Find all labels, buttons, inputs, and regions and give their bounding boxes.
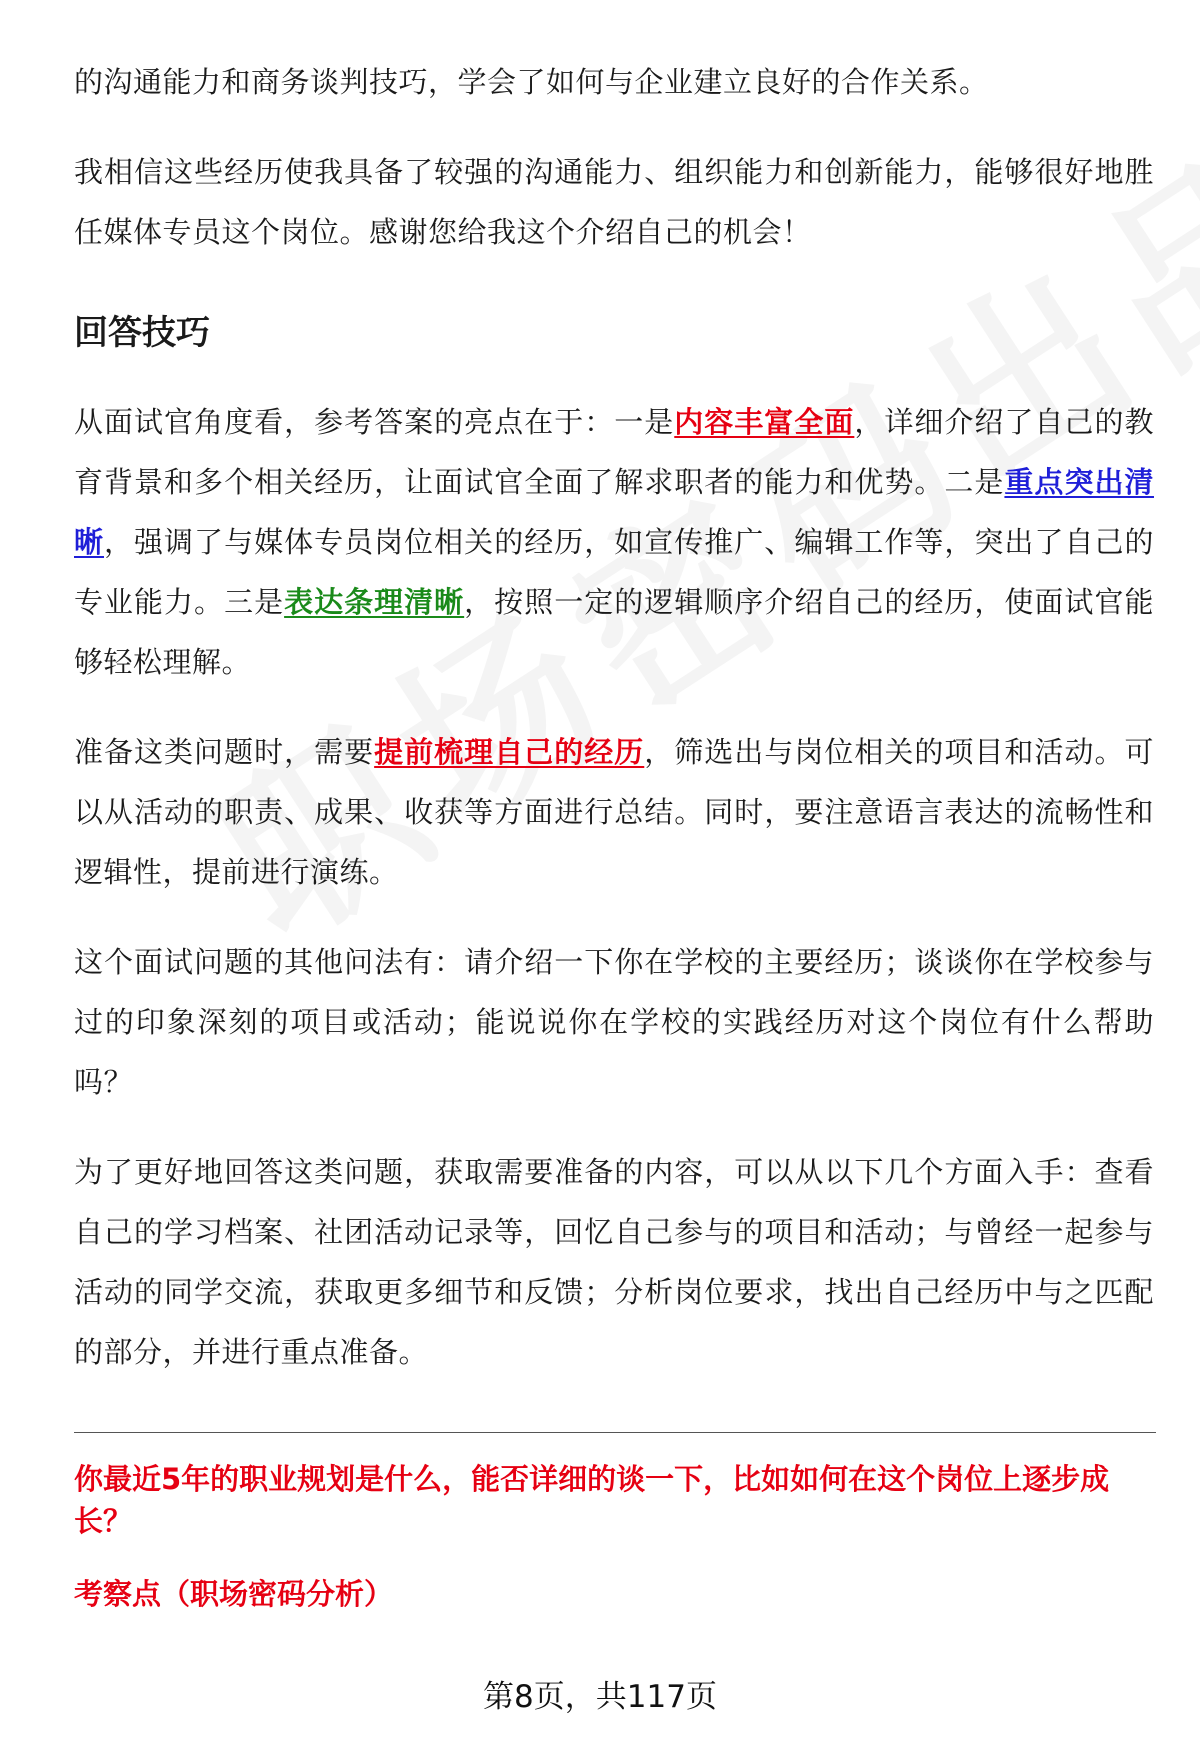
tips-paragraph-3: 这个面试问题的其他问法有：请介绍一下你在学校的主要经历；谈谈你在学校参与过的印象深刻的项目或活动；能说说你在学校的实践经历对这个岗位有什么帮助吗？ (74, 945, 1154, 1099)
text-span: ，按照一定的逻辑顺序介绍自己的经历，使面试官能够轻松理解。 (74, 585, 1154, 679)
section-divider (74, 1432, 1156, 1433)
highlight-sort-experience: 提前梳理自己的经历 (374, 735, 645, 769)
tips-paragraph-4: 为了更好地回答这类问题，获取需要准备的内容，可以从以下几个方面入手：查看自己的学习档案、社团活动记录等，回忆自己参与的项目和活动；与曾经一起参与活动的同学交流，获取更多细节和反馈；分析岗位要求，找出自己经历中与之匹配的部分，并进行重点准备。 (74, 1155, 1154, 1369)
intro-paragraph: 我相信这些经历使我具备了较强的沟通能力、组织能力和创新能力，能够很好地胜任媒体专员这个岗位。感谢您给我这个介绍自己的机会！ (74, 155, 1154, 249)
assessment-point-heading: 考察点（职场密码分析） (74, 1577, 394, 1611)
text-span: 准备这类问题时，需要 (74, 735, 375, 769)
highlight-key-points: 重点突出清晰 (74, 465, 1154, 559)
text-span: ，强调了与媒体专员岗位相关的经历，如宣传推广、编辑工作等，突出了自己的专业能力。三是 (74, 525, 1154, 619)
text-span: ，详细介绍了自己的教育背景和多个相关经历，让面试官全面了解求职者的能力和优势。二是 (74, 405, 1154, 499)
page-number: 第8页，共117页 (483, 1679, 717, 1715)
highlight-rich-content: 内容丰富全面 (674, 405, 855, 439)
section-title: 回答技巧 (74, 313, 210, 353)
text-span: 从面试官角度看，参考答案的亮点在于：一是 (74, 405, 675, 439)
highlight-clear-expression: 表达条理清晰 (284, 585, 465, 619)
intro-line: 的沟通能力和商务谈判技巧，学会了如何与企业建立良好的合作关系。 (74, 65, 989, 99)
tips-paragraph-1 (74, 392, 1154, 692)
content-body (74, 52, 1154, 1412)
text-span: ，筛选出与岗位相关的项目和活动。可以从活动的职责、成果、收获等方面进行总结。同时，要注意语言表达的流畅性和逻辑性，提前进行演练。 (74, 735, 1154, 889)
tips-paragraph-2 (74, 722, 1154, 902)
next-question: 你最近5年的职业规划是什么，能否详细的谈一下，比如如何在这个岗位上逐步成长？ (74, 1462, 1110, 1538)
